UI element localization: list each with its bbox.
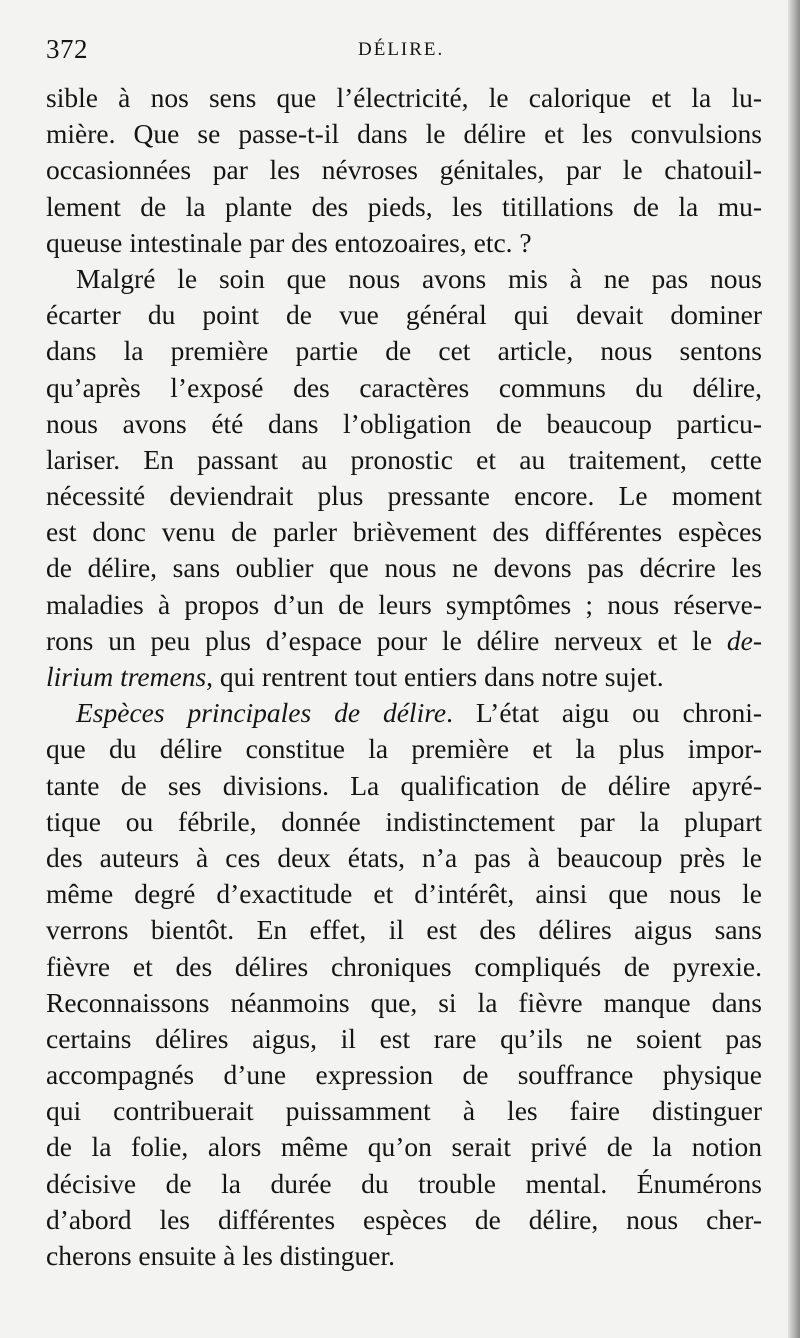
text-line [46,1238,762,1274]
text-run: tante de ses divisions. La qualification de délire apyré- [46,769,762,801]
text-line [46,1129,762,1165]
text-line [46,1057,762,1093]
text-run: lariser. En passant au pronostic et au traitement, cette [46,443,762,475]
text-run: est donc venu de parler brièvement des différentes espèces [46,516,762,548]
text-line [46,659,762,695]
italic-text: Espèces principales de délire [76,697,447,729]
text-line [46,261,762,297]
text-line [46,1021,762,1057]
text-run: décisive de la durée du trouble mental. Énumérons [46,1167,762,1199]
text-run: certains délires aigus, il est rare qu’ils ne soient pas [46,1022,762,1054]
text-run: cherons ensuite à les distinguer. [46,1240,396,1271]
text-run: , qui rentrent tout entiers dans notre sujet. [206,661,664,692]
text-line [46,949,762,985]
text-line [46,406,762,442]
text-run: Malgré le soin que nous avons mis à ne pas nous [76,262,762,294]
text-line [46,514,762,550]
text-line [46,623,762,659]
text-run: sible à nos sens que l’électricité, le calorique et la lu- [46,82,762,113]
text-line [46,370,762,406]
text-line [46,333,762,369]
text-run: qui contribuerait puissamment à les faire distinguer [46,1095,762,1127]
text-run: de délire, sans oublier que nous ne devons pas décrire les [46,552,762,584]
text-run: Reconnaissons néanmoins que, si la fièvre manque dans [46,986,762,1018]
text-run: lement de la plante des pieds, les titillations de la mu- [46,190,762,222]
text-line [46,442,762,478]
text-line [46,695,762,731]
italic-text: lirium tremens [46,661,207,692]
text-run: occasionnées par les névroses génitales, par le chatouil- [46,154,762,186]
text-run: accompagnés d’une expression de souffrance physique [46,1059,762,1091]
text-line [46,189,762,225]
page-number: 372 [46,34,88,64]
text-run: des auteurs à ces deux états, n’a pas à beaucoup près le [46,841,762,873]
running-head: DÉLIRE. [358,39,445,60]
text-line [46,80,762,116]
text-run: queuse intestinale par des entozoaires, etc. ? [46,226,532,258]
italic-text: de- [726,624,762,656]
text-run: écarter du point de vue général qui devait dominer [46,299,762,331]
text-run: que du délire constitue la première et la plus impor- [46,733,762,765]
page-edge-shadow [788,0,800,1338]
text-run: qu’après l’exposé des caractères communs du délire, [46,371,762,403]
text-run: rons un peu plus d’espace pour le délire nerveux et le [46,624,727,656]
page-header [46,34,761,74]
text-line [46,116,762,152]
text-line [46,478,762,514]
text-line [46,297,762,333]
text-run: maladies à propos d’un de leurs symptômes ; nous réserve- [46,588,762,620]
text-line [46,876,762,912]
text-line [46,550,762,586]
text-run: mière. Que se passe-t-il dans le délire et les convulsions [46,118,762,150]
text-run: nous avons été dans l’obligation de beaucoup particu- [46,407,762,439]
text-line [46,1202,762,1238]
text-run: nécessité deviendrait plus pressante encore. Le moment [46,480,762,512]
text-line [46,152,762,188]
text-run: . L’état aigu ou chroni- [446,697,762,729]
text-line [46,912,762,948]
text-line [46,985,762,1021]
text-run: même degré d’exactitude et d’intérêt, ainsi que nous le [46,878,762,910]
text-run: fièvre et des délires chroniques compliqués de pyrexie. [46,950,762,982]
text-line [46,225,762,261]
text-run: tique ou fébrile, donnée indistinctement par la plupart [46,805,762,837]
text-line [46,804,762,840]
text-line [46,840,762,876]
text-line [46,768,762,804]
text-run: de la folie, alors même qu’on serait privé de la notion [46,1131,762,1163]
text-run: dans la première partie de cet article, nous sentons [46,335,762,367]
text-line [46,587,762,623]
body-text [46,80,762,1274]
text-line [46,1093,762,1129]
text-run: verrons bientôt. En effet, il est des délires aigus sans [46,914,762,946]
text-line [46,1166,762,1202]
text-line [46,731,762,767]
text-run: d’abord les différentes espèces de délire, nous cher- [46,1203,762,1235]
